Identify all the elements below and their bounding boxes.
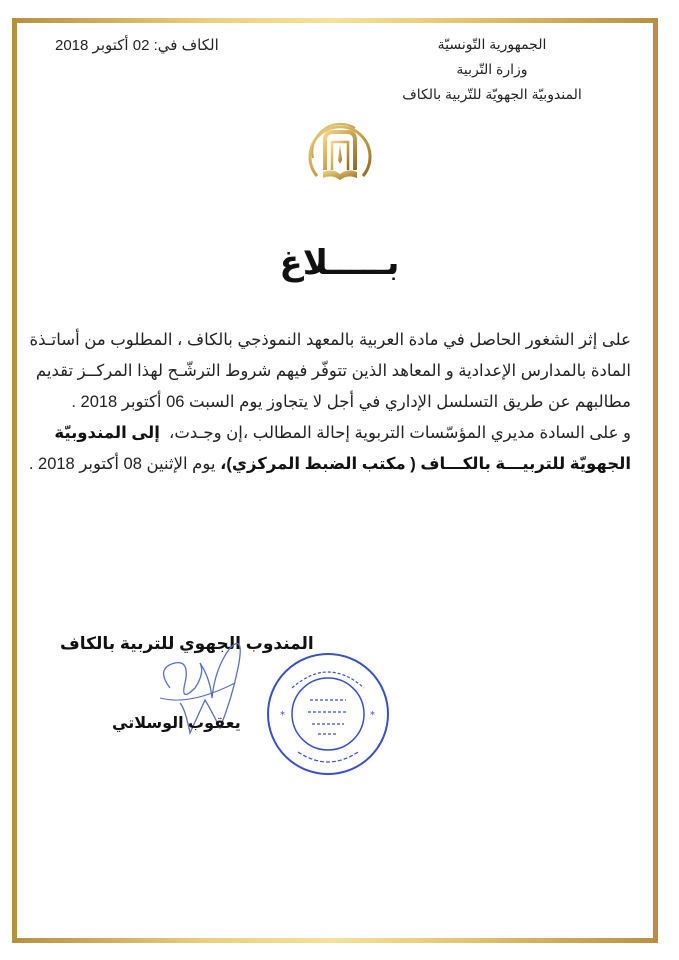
- svg-text:*: *: [370, 710, 375, 721]
- signatory-name: يعقوب الوسلاتي: [112, 715, 241, 732]
- body-bold-recipient: إلى المندوبيّة: [54, 424, 160, 442]
- body-line: مطالبهم عن طريق التسلسل الإداري في أجل لا يتجاوز يوم السبت 06 أكتوبر 2018 .: [71, 393, 631, 411]
- body-deadline: يوم الإثنين 08 أكتوبر 2018 .: [28, 455, 221, 473]
- svg-text:*: *: [280, 710, 285, 721]
- header-regional-office: المندوبيّة الجهويّة للتّربية بالكاف: [402, 86, 582, 102]
- official-stamp: [262, 648, 394, 780]
- body-line: [28, 449, 631, 480]
- ministry-header: [387, 32, 597, 107]
- announcement-title: بـــــلاغ: [279, 244, 400, 282]
- header-ministry: وزارة التّربية: [456, 61, 528, 77]
- body-line: المادة بالمدارس الإعدادية و المعاهد الذين تتوفّر فيهم شروط الترشّـح لهذا المركــز تقديم: [35, 362, 631, 380]
- body-bold-office: الجهويّة للتربيـــة بالكـــاف ( مكتب الضبط المركزي)،: [220, 455, 631, 473]
- body-line: [52, 418, 631, 449]
- document-date: الكاف في: 02 أكتوبر 2018: [55, 37, 219, 54]
- signatory-title: المندوب الجهوي للتربية بالكاف: [60, 634, 314, 653]
- body-line-text: و على السادة مديري المؤسّسات التربوية إحالة المطالب ،إن وجـدت،: [169, 424, 631, 442]
- ministry-logo-icon: [305, 118, 375, 190]
- announcement-body: [28, 325, 631, 480]
- body-line: على إثر الشغور الحاصل في مادة العربية بالمعهد النموذجي بالكاف ، المطلوب من أساتـذة: [29, 331, 631, 349]
- header-republic: الجمهورية التّونسيّة: [437, 36, 547, 52]
